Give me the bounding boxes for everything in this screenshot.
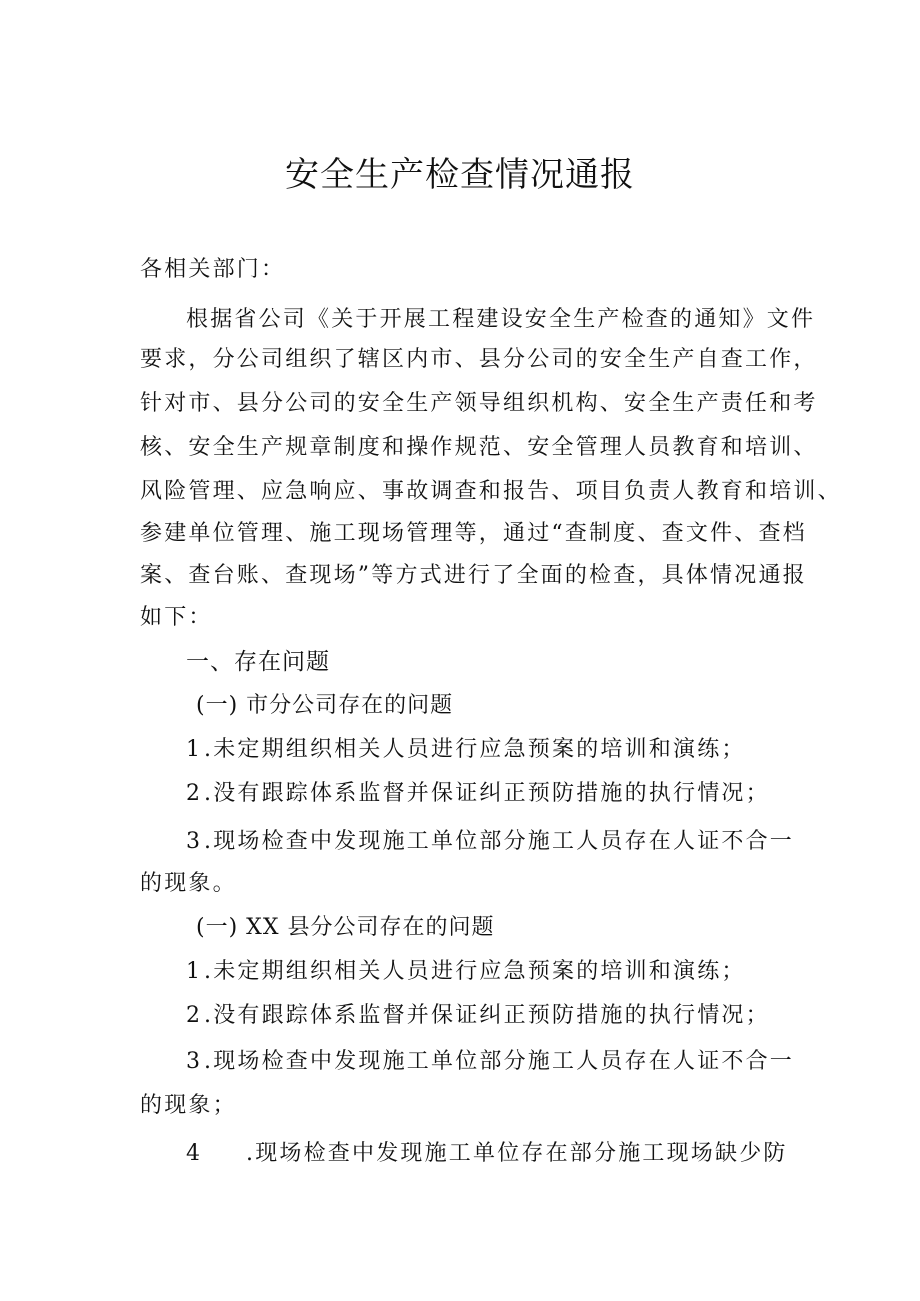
list-item-number: 3 [186, 1049, 203, 1074]
intro-line-3: 针对市、县分公司的安全生产领导组织机构、安全生产责任和考 [140, 391, 818, 416]
list-item-text: .现场检查中发现施工单位部分施工人员存在人证不合一 [204, 829, 794, 854]
salutation: 各相关部门： [140, 257, 286, 282]
list-item-number: 4 [186, 1141, 203, 1166]
document-title: 安全生产检查情况通报 [285, 155, 635, 195]
intro-line-7: 案、查台账、查现场”等方式进行了全面的检查，具体情况通报 [140, 563, 807, 588]
list-item-number: 3 [186, 829, 203, 854]
list-item-text: .未定期组织相关人员进行应急预案的培训和演练； [204, 737, 746, 762]
list-item [186, 822, 794, 862]
intro-line-6: 参建单位管理、施工现场管理等，通过“查制度、查文件、查档 [140, 521, 807, 546]
list-item [186, 996, 770, 1036]
list-item-text: .没有跟踪体系监督并保证纠正预防措施的执行情况； [204, 781, 770, 806]
intro-line-8: 如下： [140, 605, 213, 630]
intro-line-2: 要求，分公司组织了辖区内市、县分公司的安全生产自查工作， [140, 347, 818, 372]
list-item-number: 1 [186, 737, 203, 762]
list-item-text: .现场检查中发现施工单位部分施工人员存在人证不合一 [204, 1049, 794, 1074]
list-item-text: .现场检查中发现施工单位存在部分施工现场缺少防 [246, 1141, 788, 1166]
list-item-number: 2 [186, 1003, 203, 1028]
list-item-continuation: 的现象； [140, 1093, 237, 1118]
list-item-text: .没有跟踪体系监督并保证纠正预防措施的执行情况； [204, 1003, 770, 1028]
subsection-heading-county: (一) XX 县分公司存在的问题 [196, 915, 495, 940]
list-item-text: .未定期组织相关人员进行应急预案的培训和演练； [204, 959, 746, 984]
list-item [186, 730, 746, 770]
intro-line-5: 风险管理、应急响应、事故调查和报告、项目负责人教育和培训、 [140, 479, 842, 504]
list-item [186, 1134, 788, 1174]
list-item [186, 1042, 794, 1082]
list-item-continuation: 的现象。 [140, 871, 237, 896]
list-item [186, 774, 770, 814]
list-item-number: 1 [186, 959, 203, 984]
section-heading-problems: 一、存在问题 [186, 649, 330, 675]
intro-line-1: 根据省公司《关于开展工程建设安全生产检查的通知》文件 [186, 307, 816, 332]
list-item [186, 952, 746, 992]
subsection-heading-city: (一) 市分公司存在的问题 [196, 693, 454, 718]
intro-line-4: 核、安全生产规章制度和操作规范、安全管理人员教育和培训、 [140, 435, 818, 460]
list-item-number: 2 [186, 781, 203, 806]
